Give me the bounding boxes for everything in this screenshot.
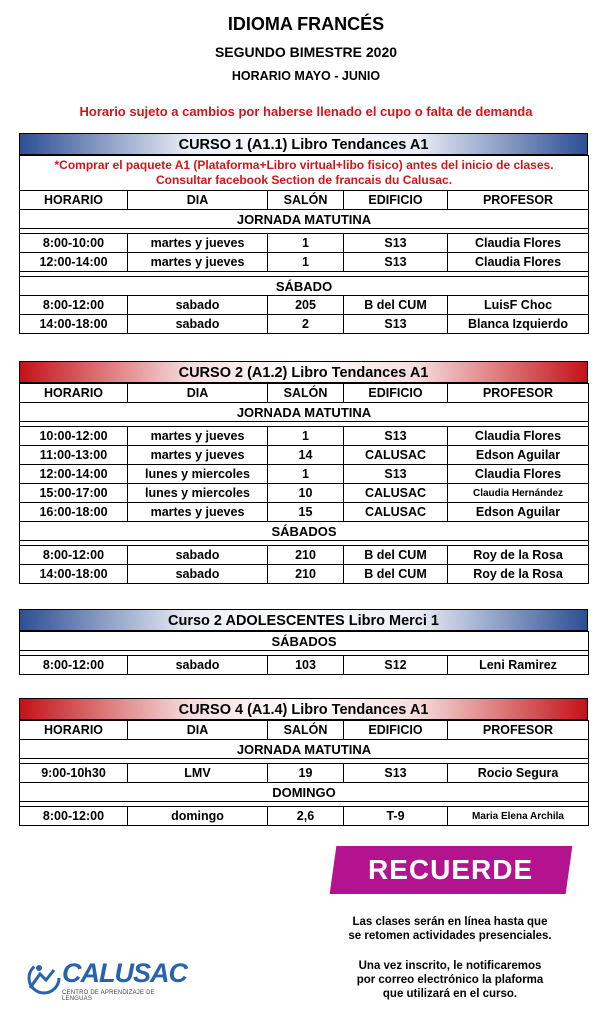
table-cell: T-9 bbox=[344, 807, 448, 826]
table-cell: 14:00-18:00 bbox=[20, 565, 128, 584]
course-2-block bbox=[19, 361, 588, 584]
table-cell: 10 bbox=[268, 484, 344, 503]
table-cell: 2,6 bbox=[268, 807, 344, 826]
table-cell: 14:00-18:00 bbox=[20, 315, 128, 334]
table-cell: B del CUM bbox=[344, 546, 448, 565]
table-cell: Claudia Hernández bbox=[448, 484, 589, 503]
table-row bbox=[20, 565, 589, 584]
table-cell: sabado bbox=[128, 315, 268, 334]
table-cell: Roy de la Rosa bbox=[448, 546, 589, 565]
table-cell: 1 bbox=[268, 427, 344, 446]
schedule-period: HORARIO MAYO - JUNIO bbox=[231, 69, 381, 83]
column-header: PROFESOR bbox=[448, 191, 589, 210]
logo-tagline: CENTRO DE APRENDIZAJE DE LENGUAS bbox=[62, 990, 155, 1002]
table-cell: S13 bbox=[344, 764, 448, 783]
column-header: SALÓN bbox=[268, 191, 344, 210]
table-cell: 8:00-12:00 bbox=[20, 656, 128, 675]
table-cell: Claudia Flores bbox=[448, 427, 589, 446]
section-heading: JORNADA MATUTINA bbox=[20, 403, 589, 422]
course-adolescentes-title: Curso 2 ADOLESCENTES Libro Merci 1 bbox=[19, 609, 588, 631]
table-cell: sabado bbox=[128, 565, 268, 584]
reminder-line: que utilizará en el curso. bbox=[382, 988, 518, 1000]
column-header: EDIFICIO bbox=[344, 384, 448, 403]
reminder-line: Una vez inscrito, le notificaremos bbox=[358, 960, 542, 972]
table-row bbox=[20, 427, 589, 446]
table-cell: lunes y miercoles bbox=[128, 484, 268, 503]
table-cell: 12:00-14:00 bbox=[20, 465, 128, 484]
course-adolescentes-table bbox=[19, 631, 589, 675]
reminder-line: por correo electrónico la plaforma bbox=[356, 974, 544, 986]
table-cell: B del CUM bbox=[344, 296, 448, 315]
column-header: HORARIO bbox=[20, 384, 128, 403]
schedule-notice: Horario sujeto a cambios por haberse llenado el cupo o falta de demanda bbox=[79, 104, 533, 119]
recuerde-label: RECUERDE bbox=[368, 854, 534, 885]
table-cell: 16:00-18:00 bbox=[20, 503, 128, 522]
column-header: DIA bbox=[128, 384, 268, 403]
section-heading: JORNADA MATUTINA bbox=[20, 210, 589, 229]
table-cell: Rocio Segura bbox=[448, 764, 589, 783]
table-cell: B del CUM bbox=[344, 565, 448, 584]
table-cell: sabado bbox=[128, 546, 268, 565]
column-header: HORARIO bbox=[20, 191, 128, 210]
table-cell: 2 bbox=[268, 315, 344, 334]
table-row bbox=[20, 764, 589, 783]
course-1-note-line-2: Consultar facebook Section de francais du Calusac. bbox=[155, 173, 453, 187]
column-header: PROFESOR bbox=[448, 721, 589, 740]
table-row bbox=[20, 253, 589, 272]
table-cell: 1 bbox=[268, 234, 344, 253]
course-4-block bbox=[19, 698, 588, 826]
table-row bbox=[20, 315, 589, 334]
column-header: SALÓN bbox=[268, 721, 344, 740]
table-cell: domingo bbox=[128, 807, 268, 826]
table-cell: LMV bbox=[128, 764, 268, 783]
column-header: PROFESOR bbox=[448, 384, 589, 403]
column-header: EDIFICIO bbox=[344, 721, 448, 740]
table-cell: Maria Elena Archila bbox=[448, 807, 589, 826]
table-cell: Roy de la Rosa bbox=[448, 565, 589, 584]
table-row bbox=[20, 234, 589, 253]
table-cell: CALUSAC bbox=[344, 484, 448, 503]
table-cell: LuisF Choc bbox=[448, 296, 589, 315]
logo-name: CALUSAC bbox=[62, 958, 187, 988]
table-cell: CALUSAC bbox=[344, 503, 448, 522]
document-subtitle: SEGUNDO BIMESTRE 2020 bbox=[214, 44, 398, 60]
table-row bbox=[20, 807, 589, 826]
table-cell: CALUSAC bbox=[344, 446, 448, 465]
course-2-title: CURSO 2 (A1.2) Libro Tendances A1 bbox=[19, 361, 588, 383]
table-cell: martes y jueves bbox=[128, 234, 268, 253]
table-cell: martes y jueves bbox=[128, 253, 268, 272]
table-cell: Claudia Flores bbox=[448, 234, 589, 253]
table-cell: 15:00-17:00 bbox=[20, 484, 128, 503]
table-cell: 210 bbox=[268, 546, 344, 565]
table-cell: martes y jueves bbox=[128, 427, 268, 446]
course-1-table bbox=[19, 155, 589, 334]
table-cell: sabado bbox=[128, 656, 268, 675]
table-cell: 210 bbox=[268, 565, 344, 584]
table-cell: S13 bbox=[344, 427, 448, 446]
course-adolescentes-block bbox=[19, 609, 588, 675]
table-cell: S13 bbox=[344, 315, 448, 334]
table-header-row bbox=[20, 384, 589, 403]
table-cell: lunes y miercoles bbox=[128, 465, 268, 484]
calusac-logo bbox=[24, 958, 187, 1002]
table-cell: 12:00-14:00 bbox=[20, 253, 128, 272]
table-cell: 14 bbox=[268, 446, 344, 465]
column-header: SALÓN bbox=[268, 384, 344, 403]
table-header-row bbox=[20, 721, 589, 740]
table-cell: 10:00-12:00 bbox=[20, 427, 128, 446]
document-title: IDIOMA FRANCÉS bbox=[227, 14, 385, 34]
course-1-note-line-1: *Comprar el paquete A1 (Plataforma+Libro virtual+libo fisico) antes del inicio de clases. bbox=[54, 158, 554, 172]
table-cell: S12 bbox=[344, 656, 448, 675]
table-cell: Edson Aguilar bbox=[448, 503, 589, 522]
table-cell: 8:00-12:00 bbox=[20, 546, 128, 565]
table-cell: Edson Aguilar bbox=[448, 446, 589, 465]
table-cell: sabado bbox=[128, 296, 268, 315]
table-row bbox=[20, 465, 589, 484]
table-cell: 15 bbox=[268, 503, 344, 522]
table-cell: Claudia Flores bbox=[448, 253, 589, 272]
table-row bbox=[20, 546, 589, 565]
table-row bbox=[20, 656, 589, 675]
table-cell: S13 bbox=[344, 234, 448, 253]
course-2-table bbox=[19, 383, 589, 584]
table-cell: 19 bbox=[268, 764, 344, 783]
table-cell: 8:00-12:00 bbox=[20, 296, 128, 315]
table-row bbox=[20, 503, 589, 522]
reminder-line: se retomen actividades presenciales. bbox=[348, 930, 552, 942]
table-cell: Claudia Flores bbox=[448, 465, 589, 484]
course-1-note bbox=[20, 156, 589, 191]
table-row bbox=[20, 446, 589, 465]
table-cell: 205 bbox=[268, 296, 344, 315]
section-heading: SÁBADOS bbox=[20, 632, 589, 651]
column-header: DIA bbox=[128, 721, 268, 740]
column-header: EDIFICIO bbox=[344, 191, 448, 210]
reminder-line: Las clases serán en línea hasta que bbox=[352, 916, 548, 928]
course-1-title: CURSO 1 (A1.1) Libro Tendances A1 bbox=[19, 133, 588, 155]
table-header-row bbox=[20, 191, 589, 210]
calusac-emblem-icon bbox=[24, 958, 64, 998]
table-cell: martes y jueves bbox=[128, 446, 268, 465]
table-cell: 9:00-10h30 bbox=[20, 764, 128, 783]
table-cell: Leni Ramirez bbox=[448, 656, 589, 675]
course-1-block bbox=[19, 133, 588, 334]
section-heading: JORNADA MATUTINA bbox=[20, 740, 589, 759]
reminder-message-online bbox=[315, 915, 585, 943]
column-header: HORARIO bbox=[20, 721, 128, 740]
table-cell: 8:00-10:00 bbox=[20, 234, 128, 253]
section-heading: DOMINGO bbox=[20, 783, 589, 802]
table-cell: S13 bbox=[344, 253, 448, 272]
course-4-title: CURSO 4 (A1.4) Libro Tendances A1 bbox=[19, 698, 588, 720]
table-cell: 8:00-12:00 bbox=[20, 807, 128, 826]
table-cell: 1 bbox=[268, 465, 344, 484]
table-row bbox=[20, 484, 589, 503]
table-cell: 11:00-13:00 bbox=[20, 446, 128, 465]
table-cell: 1 bbox=[268, 253, 344, 272]
table-cell: S13 bbox=[344, 465, 448, 484]
section-heading: SÁBADOS bbox=[20, 522, 589, 541]
column-header: DIA bbox=[128, 191, 268, 210]
recuerde-banner bbox=[330, 846, 573, 894]
table-cell: Blanca Izquierdo bbox=[448, 315, 589, 334]
table-cell: 103 bbox=[268, 656, 344, 675]
reminder-message-platform bbox=[315, 959, 585, 1001]
section-heading: SÁBADO bbox=[20, 277, 589, 296]
table-cell: martes y jueves bbox=[128, 503, 268, 522]
course-4-table bbox=[19, 720, 589, 826]
table-row bbox=[20, 296, 589, 315]
